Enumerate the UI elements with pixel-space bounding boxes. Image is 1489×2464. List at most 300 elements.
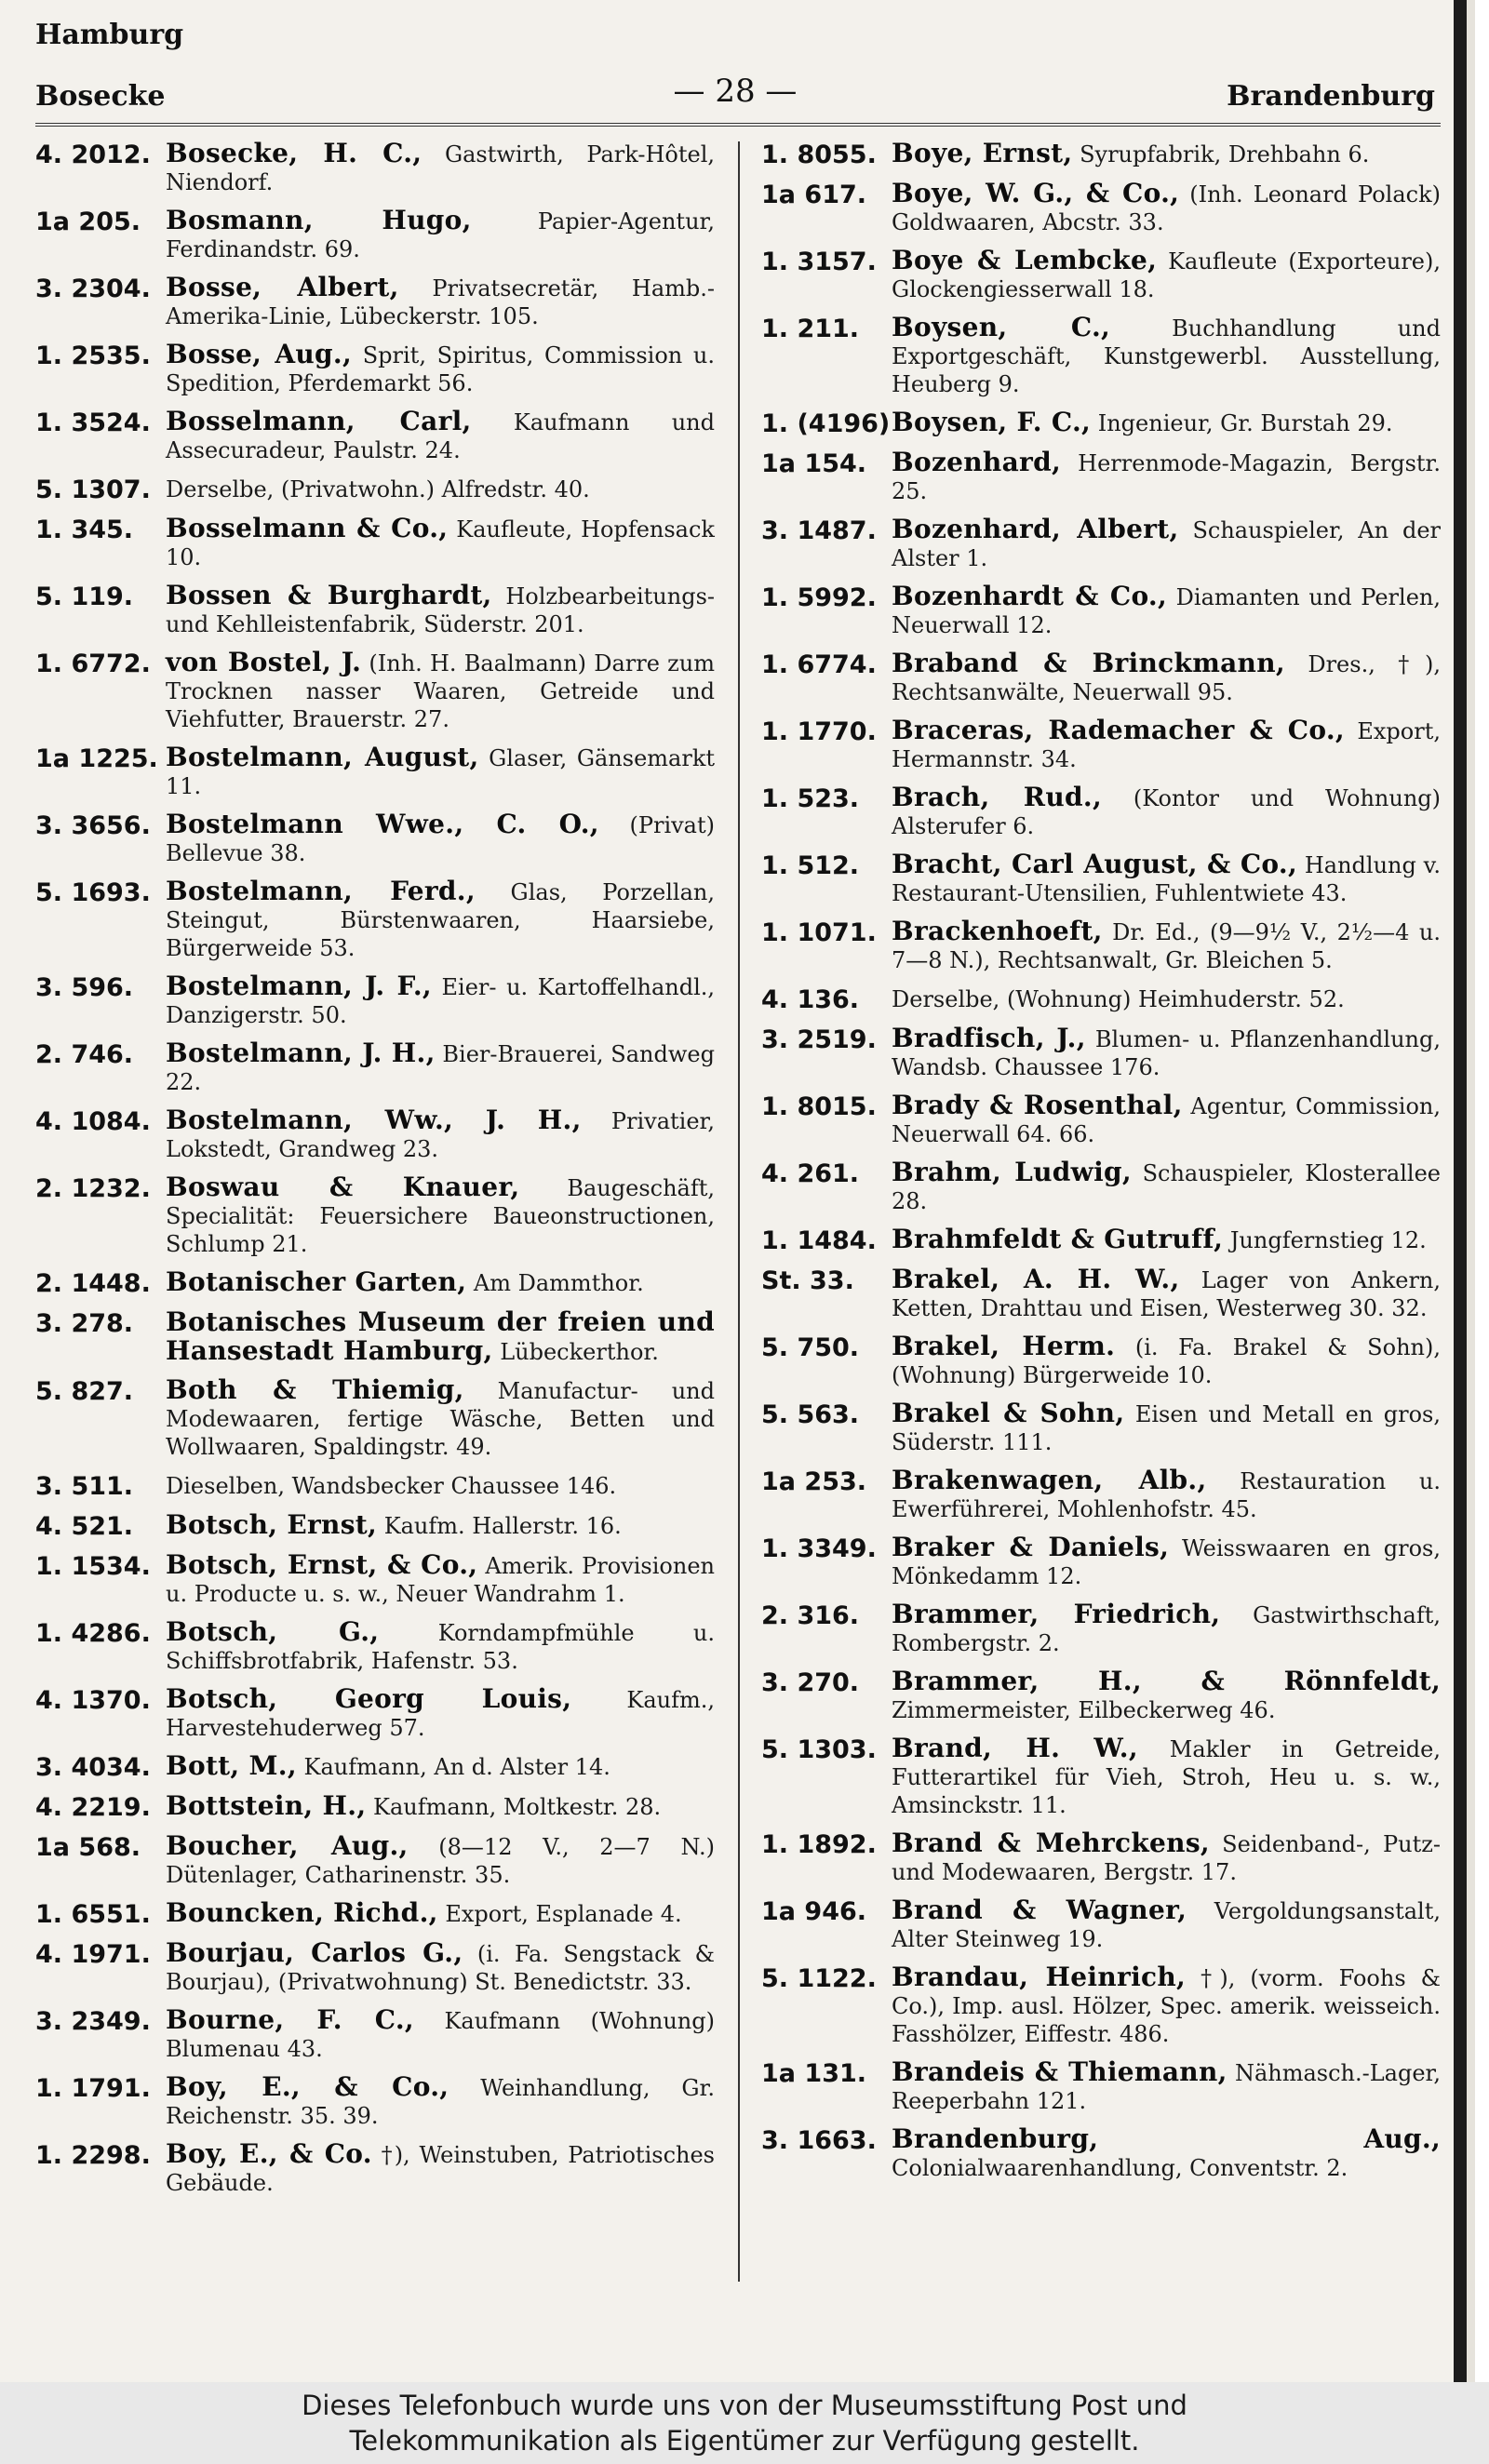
directory-entry — [35, 408, 715, 464]
subscriber-details: Herrenmode-Magazin, Bergstr. 25. — [892, 450, 1441, 504]
directory-entry — [35, 140, 715, 196]
entry-text — [166, 810, 715, 867]
subscriber-details: Nähmasch.-Lager, Reeperbahn 121. — [892, 2060, 1441, 2114]
subscriber-details: Lager von Ankern, Ketten, Drahttau und Eisen, Westerweg 30. 32. — [892, 1267, 1441, 1321]
entry-text — [892, 984, 1441, 1013]
entry-text — [166, 1039, 715, 1096]
directory-entry — [761, 140, 1441, 169]
directory-entry — [761, 1091, 1441, 1148]
directory-entry — [761, 1332, 1441, 1389]
entry-text — [892, 1225, 1441, 1254]
subscriber-name: Bostelmann, J. F., — [166, 971, 432, 1001]
subscriber-details: (Inh. H. Baalmann) Darre zum Trocknen nasser Waaren, Getreide und Viehfutter, Brauerstr. 27. — [166, 650, 715, 732]
phone-number: 3. 2349. — [35, 2007, 151, 2036]
subscriber-name: Bosecke, H. C., — [166, 138, 423, 168]
entry-text — [166, 140, 715, 196]
entry-text — [166, 877, 715, 962]
phone-number: 1. 523. — [761, 784, 860, 813]
directory-entry — [35, 1511, 715, 1541]
directory-entry — [761, 1225, 1441, 1255]
entry-text — [166, 1899, 715, 1928]
subscriber-details: Kaufm., Harvestehuderweg 57. — [166, 1687, 715, 1741]
subscriber-name: Brandenburg, Aug., — [892, 2123, 1441, 2154]
phone-number: 1a 617. — [761, 181, 867, 209]
subscriber-details: Agentur, Commission, Neuerwall 64. 66. — [892, 1093, 1441, 1147]
subscriber-name: Bozenhard, — [892, 447, 1061, 477]
directory-entry — [35, 1471, 715, 1501]
directory-entry — [761, 1265, 1441, 1322]
left-catchword: Bosecke — [35, 80, 166, 113]
entry-text — [892, 716, 1441, 773]
subscriber-name: Boye, Ernst, — [892, 138, 1073, 168]
subscriber-details: Glaser, Gänsemarkt 11. — [166, 745, 715, 799]
phone-number: 1. 3524. — [35, 408, 151, 437]
subscriber-name: Boy, E., & Co., — [166, 2071, 449, 2102]
phone-number: 5. 563. — [761, 1400, 860, 1429]
subscriber-details: Restauration u. Ewerführerei, Mohlenhofstr. 45. — [892, 1468, 1441, 1522]
directory-entry — [35, 1308, 715, 1366]
phone-number: 2. 1448. — [35, 1269, 151, 1298]
footer-line-1: Dieses Telefonbuch wurde uns von der Museumsstiftung Post und — [302, 2390, 1187, 2421]
directory-entry — [35, 972, 715, 1029]
subscriber-details: Privatier, Lokstedt, Grandweg 23. — [166, 1108, 715, 1162]
subscriber-details: (i. Fa. Brakel & Sohn), (Wohnung) Bürgerweide 10. — [892, 1334, 1441, 1388]
directory-entry — [761, 516, 1441, 572]
header-rule — [35, 123, 1441, 127]
subscriber-details: Weinhandlung, Gr. Reichenstr. 35. 39. — [166, 2075, 715, 2129]
directory-entry — [35, 1752, 715, 1782]
directory-entry — [35, 1792, 715, 1822]
phone-number: 1. 1791. — [35, 2074, 151, 2103]
directory-entry — [35, 582, 715, 638]
subscriber-name: Brady & Rosenthal, — [892, 1090, 1183, 1120]
entry-text — [892, 1399, 1441, 1456]
subscriber-name: Braker & Daniels, — [892, 1532, 1170, 1562]
subscriber-name: Boysen, F. C., — [892, 407, 1092, 437]
phone-number: 1. 2298. — [35, 2141, 151, 2170]
entry-text — [892, 140, 1441, 168]
subscriber-details: Bier-Brauerei, Sandweg 22. — [166, 1041, 715, 1095]
subscriber-details: Dr. Ed., (9—9½ V., 2½—4 u. 7—8 N.), Rechtsanwalt, Gr. Bleichen 5. — [892, 919, 1441, 973]
phone-number: 1a 253. — [761, 1467, 867, 1496]
subscriber-name: Brakel, Herm. — [892, 1331, 1116, 1361]
phone-number: 2. 746. — [35, 1040, 134, 1069]
entry-text — [892, 314, 1441, 398]
phone-number: 1. 345. — [35, 516, 134, 544]
subscriber-name: Bossen & Burghardt, — [166, 580, 492, 610]
phone-number: 3. 596. — [35, 973, 134, 1002]
subscriber-name: Bostelmann Wwe., C. O., — [166, 809, 599, 839]
directory-entry — [761, 1533, 1441, 1590]
entry-text — [166, 2006, 715, 2063]
subscriber-details: Korndampfmühle u. Schiffsbrotfabrik, Hafenstr. 53. — [166, 1620, 715, 1674]
phone-number: 3. 278. — [35, 1309, 134, 1338]
subscriber-details: (Kontor und Wohnung) Alsterufer 6. — [892, 785, 1442, 839]
phone-number: 1. 2535. — [35, 341, 151, 370]
subscriber-name: von Bostel, J. — [166, 647, 362, 677]
subscriber-name: Bradfisch, J., — [892, 1023, 1086, 1053]
subscriber-details: Am Dammthor. — [473, 1270, 644, 1296]
phone-number: 1a 568. — [35, 1833, 141, 1862]
page-number: — 28 — — [673, 73, 798, 110]
provenance-footer — [0, 2382, 1489, 2464]
directory-entry — [761, 1667, 1441, 1724]
entry-text — [166, 475, 715, 503]
entry-text — [166, 1106, 715, 1163]
entry-text — [892, 1533, 1441, 1590]
subscriber-name: Bott, M., — [166, 1750, 297, 1781]
subscriber-name: Bourjau, Carlos G., — [166, 1937, 463, 1968]
phone-number: 3. 511. — [35, 1472, 134, 1501]
entry-text — [892, 850, 1441, 907]
subscriber-details: Kaufmann, Moltkestr. 28. — [373, 1794, 662, 1820]
phone-number: 3. 4034. — [35, 1753, 151, 1782]
phone-number: 1. 6772. — [35, 649, 151, 678]
subscriber-name: Botsch, Georg Louis, — [166, 1683, 572, 1714]
phone-number: 1. 3157. — [761, 248, 877, 276]
subscriber-details: Holzbearbeitungs- und Kehlleistenfabrik, Süderstr. 201. — [166, 583, 715, 637]
subscriber-details: Vergoldungsanstalt, Alter Steinweg 19. — [892, 1898, 1441, 1952]
entry-text — [892, 917, 1441, 974]
phone-number: 1a 946. — [761, 1897, 867, 1926]
directory-entry — [761, 247, 1441, 303]
subscriber-details: (i. Fa. Sengstack & Bourjau), (Privatwohnung) St. Benedictstr. 33. — [166, 1941, 715, 1995]
entry-text — [166, 1685, 715, 1742]
entry-text — [166, 1376, 715, 1461]
directory-entry — [35, 1832, 715, 1889]
entry-text — [892, 449, 1441, 505]
phone-number: 1a 154. — [761, 449, 867, 478]
subscriber-details: Amerik. Provisionen u. Producte u. s. w., Neuer Wandrahm 1. — [166, 1553, 715, 1607]
directory-entry — [35, 207, 715, 263]
subscriber-details: (8—12 V., 2—7 N.) Dütenlager, Catharinenstr. 35. — [166, 1834, 715, 1888]
book-spine-shadow — [1454, 0, 1467, 2382]
entry-text — [166, 1471, 715, 1500]
subscriber-name: Brach, Rud., — [892, 782, 1102, 812]
phone-number: 1a 1225. — [35, 744, 158, 773]
subscriber-details: Eisen und Metall en gros, Süderstr. 111. — [892, 1401, 1442, 1455]
subscriber-name: Bosse, Albert, — [166, 272, 399, 302]
directory-entry — [761, 583, 1441, 639]
entry-text — [892, 1466, 1441, 1523]
directory-entry — [35, 1268, 715, 1298]
right-catchword: Brandenburg — [1227, 80, 1435, 113]
subscriber-name: Both & Thiemig, — [166, 1374, 464, 1405]
subscriber-details: Jungfernstieg 12. — [1229, 1227, 1427, 1253]
phone-number: 1. 8055. — [761, 141, 877, 169]
directory-entry — [761, 783, 1441, 840]
entry-text — [892, 1896, 1441, 1953]
directory-entry — [35, 743, 715, 800]
phone-number: 5. 827. — [35, 1377, 134, 1406]
directory-entry — [35, 649, 715, 733]
subscriber-details: Ingenieur, Gr. Burstah 29. — [1097, 410, 1393, 436]
subscriber-details: Handlung v. Restaurant-Utensilien, Fuhlentwiete 43. — [892, 852, 1442, 906]
subscriber-details: Export, Hermannstr. 34. — [892, 718, 1441, 772]
directory-entry — [35, 1173, 715, 1258]
phone-number: 1. (4196) — [761, 409, 891, 438]
subscriber-name: Brahmfeldt & Gutruff, — [892, 1224, 1224, 1254]
subscriber-details: Seidenband-, Putz- und Modewaaren, Bergstr. 17. — [892, 1831, 1441, 1885]
subscriber-name: Braceras, Rademacher & Co., — [892, 715, 1345, 745]
phone-number: 1. 3349. — [761, 1534, 877, 1563]
phone-number: 3. 270. — [761, 1668, 860, 1697]
subscriber-details: Dres., †), Rechtsanwälte, Neuerwall 95. — [892, 651, 1441, 705]
footer-line-2: Telekommunikation als Eigentümer zur Verfügung gestellt. — [349, 2425, 1140, 2457]
phone-number: 5. 119. — [35, 583, 134, 611]
subscriber-name: Brandau, Heinrich, — [892, 1962, 1187, 1992]
subscriber-details: Derselbe, (Wohnung) Heimhuderstr. 52. — [892, 986, 1345, 1012]
entry-text — [166, 1551, 715, 1608]
subscriber-name: Boye & Lembcke, — [892, 245, 1158, 275]
entry-text — [166, 582, 715, 638]
subscriber-name: Bosse, Aug., — [166, 339, 353, 369]
page-edge — [1467, 0, 1475, 2382]
phone-number: 3. 2519. — [761, 1025, 877, 1054]
entry-text — [166, 274, 715, 330]
subscriber-details: Colonialwaarenhandlung, Conventstr. 2. — [892, 2155, 1348, 2181]
entry-text — [166, 1752, 715, 1781]
subscriber-name: Brakel, A. H. W., — [892, 1264, 1180, 1294]
entry-text — [892, 1158, 1441, 1215]
entry-text — [892, 2058, 1441, 2115]
subscriber-name: Bouncken, Richd., — [166, 1897, 438, 1928]
subscriber-name: Brakel & Sohn, — [892, 1398, 1125, 1428]
subscriber-name: Bracht, Carl August, & Co., — [892, 849, 1298, 879]
subscriber-name: Botanisches Museum der freien und Hansestadt Hamburg, — [166, 1306, 715, 1366]
entry-text — [166, 341, 715, 397]
subscriber-details: Makler in Getreide, Futterartikel für Vieh, Stroh, Heu u. s. w., Amsinckstr. 11. — [892, 1736, 1441, 1818]
phone-number: 1a 131. — [761, 2059, 867, 2088]
phone-number: 3. 3656. — [35, 811, 151, 840]
phone-number: 1. 6551. — [35, 1900, 151, 1929]
directory-entry — [761, 1896, 1441, 1953]
directory-entry — [761, 649, 1441, 706]
phone-number: 1. 211. — [761, 315, 860, 343]
entry-text — [892, 1024, 1441, 1081]
subscriber-name: Brakenwagen, Alb., — [892, 1465, 1207, 1495]
entry-text — [166, 972, 715, 1029]
subscriber-details: Buchhandlung und Exportgeschäft, Kunstgewerbl. Ausstellung, Heuberg 9. — [892, 315, 1441, 397]
phone-number: 4. 2219. — [35, 1793, 151, 1822]
subscriber-details: Weisswaaren en gros, Mönkedamm 12. — [892, 1535, 1441, 1589]
subscriber-name: Brammer, H., & Rönnfeldt, — [892, 1666, 1441, 1696]
directory-entry — [761, 917, 1441, 974]
phone-number: 5. 1693. — [35, 878, 151, 907]
entry-text — [166, 1618, 715, 1675]
entry-text — [166, 743, 715, 800]
phone-number: 1. 1534. — [35, 1552, 151, 1581]
entry-text — [166, 649, 715, 733]
directory-entry — [761, 716, 1441, 773]
entry-text — [892, 783, 1441, 840]
phone-number: 3. 2304. — [35, 275, 151, 303]
subscriber-details: Kaufleute, Hopfensack 10. — [166, 516, 715, 570]
entry-text — [892, 180, 1441, 236]
subscriber-details: Blumen- u. Pflanzenhandlung, Wandsb. Chaussee 176. — [892, 1026, 1441, 1080]
phone-number: 1. 512. — [761, 851, 860, 880]
phone-number: 1. 1892. — [761, 1830, 877, 1859]
entry-text — [892, 1600, 1441, 1657]
phone-number: 4. 521. — [35, 1512, 134, 1541]
entry-text — [166, 1832, 715, 1889]
entry-text — [892, 1265, 1441, 1322]
entry-text — [166, 1511, 715, 1540]
subscriber-details: Schauspieler, Klosterallee 28. — [892, 1160, 1441, 1214]
phone-number: 5. 1122. — [761, 1964, 877, 1993]
subscriber-name: Boy, E., & Co. — [166, 2138, 372, 2169]
directory-entry — [35, 1685, 715, 1742]
subscriber-details: Zimmermeister, Eilbeckerweg 46. — [892, 1697, 1276, 1723]
phone-number: 4. 261. — [761, 1159, 860, 1188]
directory-entry — [761, 850, 1441, 907]
phone-number: 3. 1663. — [761, 2126, 877, 2155]
subscriber-name: Bostelmann, Ferd., — [166, 876, 476, 906]
entry-text — [892, 408, 1441, 437]
entry-text — [892, 516, 1441, 572]
subscriber-name: Botsch, Ernst, — [166, 1509, 378, 1540]
subscriber-details: Schauspieler, An der Alster 1. — [892, 517, 1441, 571]
subscriber-details: Gastwirthschaft, Rombergstr. 2. — [892, 1602, 1441, 1656]
subscriber-name: Brammer, Friedrich, — [892, 1599, 1221, 1629]
subscriber-details: (Privat) Bellevue 38. — [166, 812, 715, 866]
subscriber-details: Syrupfabrik, Drehbahn 6. — [1080, 141, 1370, 167]
entry-text — [892, 1332, 1441, 1389]
phone-number: 4. 1084. — [35, 1107, 151, 1136]
left-column — [35, 140, 715, 2207]
subscriber-name: Bottstein, H., — [166, 1790, 367, 1821]
phone-number: 5. 1307. — [35, 475, 151, 504]
entry-text — [892, 1734, 1441, 1819]
subscriber-details: Kaufmann (Wohnung) Blumenau 43. — [166, 2008, 715, 2062]
subscriber-name: Boysen, C., — [892, 312, 1111, 342]
subscriber-details: Eier- u. Kartoffelhandl., Danzigerstr. 50. — [166, 974, 716, 1028]
subscriber-details: Sprit, Spiritus, Commission u. Spedition, Pferdemarkt 56. — [166, 342, 716, 396]
directory-entry — [35, 515, 715, 571]
subscriber-details: Papier-Agentur, Ferdinandstr. 69. — [166, 208, 715, 262]
entry-text — [166, 1173, 715, 1258]
directory-entry — [761, 449, 1441, 505]
phone-number: 4. 2012. — [35, 141, 151, 169]
entry-text — [892, 1829, 1441, 1886]
directory-entry — [761, 180, 1441, 236]
directory-entry — [35, 1039, 715, 1096]
phone-number: 4. 1971. — [35, 1940, 151, 1969]
entry-text — [166, 1268, 715, 1297]
subscriber-name: Boswau & Knauer, — [166, 1172, 520, 1202]
directory-entry — [761, 2125, 1441, 2182]
directory-entry — [761, 1158, 1441, 1215]
subscriber-details: Diamanten und Perlen, Neuerwall 12. — [892, 584, 1441, 638]
entry-text — [166, 1792, 715, 1821]
subscriber-name: Bosmann, Hugo, — [166, 205, 472, 235]
subscriber-name: Bosselmann & Co., — [166, 513, 449, 543]
city-heading: Hamburg — [35, 19, 184, 51]
directory-entry — [35, 1551, 715, 1608]
entry-text — [892, 2125, 1441, 2182]
directory-entry — [35, 2073, 715, 2130]
entry-text — [892, 1667, 1441, 1724]
subscriber-details: †), Weinstuben, Patriotisches Gebäude. — [166, 2142, 715, 2196]
entry-text — [892, 1091, 1441, 1148]
directory-entry — [35, 341, 715, 397]
subscriber-name: Botsch, G., — [166, 1616, 380, 1647]
subscriber-details: Privatsecretär, Hamb.-Amerika-Linie, Lübeckerstr. 105. — [166, 275, 715, 329]
directory-entry — [761, 1466, 1441, 1523]
phone-number: St. 33. — [761, 1266, 854, 1295]
phone-number: 1. 4286. — [35, 1619, 151, 1648]
entry-text — [892, 247, 1441, 303]
entry-text — [166, 515, 715, 571]
phone-number: 4. 1370. — [35, 1686, 151, 1715]
subscriber-name: Bourne, F. C., — [166, 2004, 414, 2035]
directory-entry — [761, 314, 1441, 398]
subscriber-details: Glas, Porzellan, Steingut, Bürstenwaaren, Haarsiebe, Bürgerweide 53. — [166, 879, 715, 961]
subscriber-name: Brackenhoeft, — [892, 916, 1103, 946]
directory-entry — [35, 2140, 715, 2197]
subscriber-name: Brand & Wagner, — [892, 1895, 1187, 1925]
phone-number: 1. 1071. — [761, 918, 877, 947]
subscriber-details: Export, Esplanade 4. — [445, 1901, 682, 1927]
phone-number: 1. 1484. — [761, 1226, 877, 1255]
subscriber-details: Baugeschäft, Specialität: Feuersichere Baueonstructionen, Schlump 21. — [166, 1175, 715, 1257]
directory-entry — [761, 2058, 1441, 2115]
entry-text — [892, 1963, 1441, 2048]
directory-entry — [761, 1024, 1441, 1081]
subscriber-name: Bostelmann, August, — [166, 742, 479, 772]
directory-entry — [761, 984, 1441, 1014]
entry-text — [166, 2073, 715, 2130]
phone-number: 4. 136. — [761, 985, 860, 1014]
phone-number: 2. 316. — [761, 1601, 860, 1630]
directory-entry — [761, 1734, 1441, 1819]
entry-text — [166, 1308, 715, 1366]
phone-number: 3. 1487. — [761, 516, 877, 545]
subscriber-details: Derselbe, (Privatwohn.) Alfredstr. 40. — [166, 476, 590, 502]
subscriber-name: Bozenhardt & Co., — [892, 581, 1168, 611]
subscriber-name: Brand, H. W., — [892, 1733, 1138, 1763]
subscriber-name: Bosselmann, Carl, — [166, 406, 472, 436]
directory-entry — [35, 274, 715, 330]
phone-number: 1a 205. — [35, 208, 141, 236]
directory-entry — [761, 1399, 1441, 1456]
directory-entry — [35, 810, 715, 867]
directory-entry — [35, 1106, 715, 1163]
subscriber-name: Brand & Mehrckens, — [892, 1828, 1210, 1858]
subscriber-name: Botanischer Garten, — [166, 1266, 467, 1297]
right-column — [761, 140, 1441, 2192]
phone-number: 2. 1232. — [35, 1174, 151, 1203]
phone-number: 5. 1303. — [761, 1735, 877, 1764]
subscriber-details: Kaufleute (Exporteure), Glockengiesserwall 18. — [892, 248, 1441, 302]
entry-text — [166, 2140, 715, 2197]
entry-text — [892, 649, 1441, 706]
subscriber-name: Brahm, Ludwig, — [892, 1157, 1132, 1187]
subscriber-details: (Inh. Leonard Polack) Goldwaaren, Abcstr. 33. — [892, 181, 1441, 235]
entry-text — [166, 1939, 715, 1996]
phone-number: 1. 1770. — [761, 717, 877, 746]
subscriber-details: Gastwirth, Park-Hôtel, Niendorf. — [166, 141, 715, 195]
directory-entry — [35, 1939, 715, 1996]
subscriber-name: Boucher, Aug., — [166, 1830, 409, 1861]
entry-text — [166, 207, 715, 263]
subscriber-name: Braband & Brinckmann, — [892, 648, 1285, 678]
directory-entry — [761, 1963, 1441, 2048]
subscriber-name: Bostelmann, Ww., J. H., — [166, 1105, 582, 1135]
subscriber-details: Kaufmann und Assecuradeur, Paulstr. 24. — [166, 409, 715, 463]
subscriber-details: Dieselben, Wandsbecker Chaussee 146. — [166, 1473, 617, 1499]
directory-entry — [761, 408, 1441, 438]
